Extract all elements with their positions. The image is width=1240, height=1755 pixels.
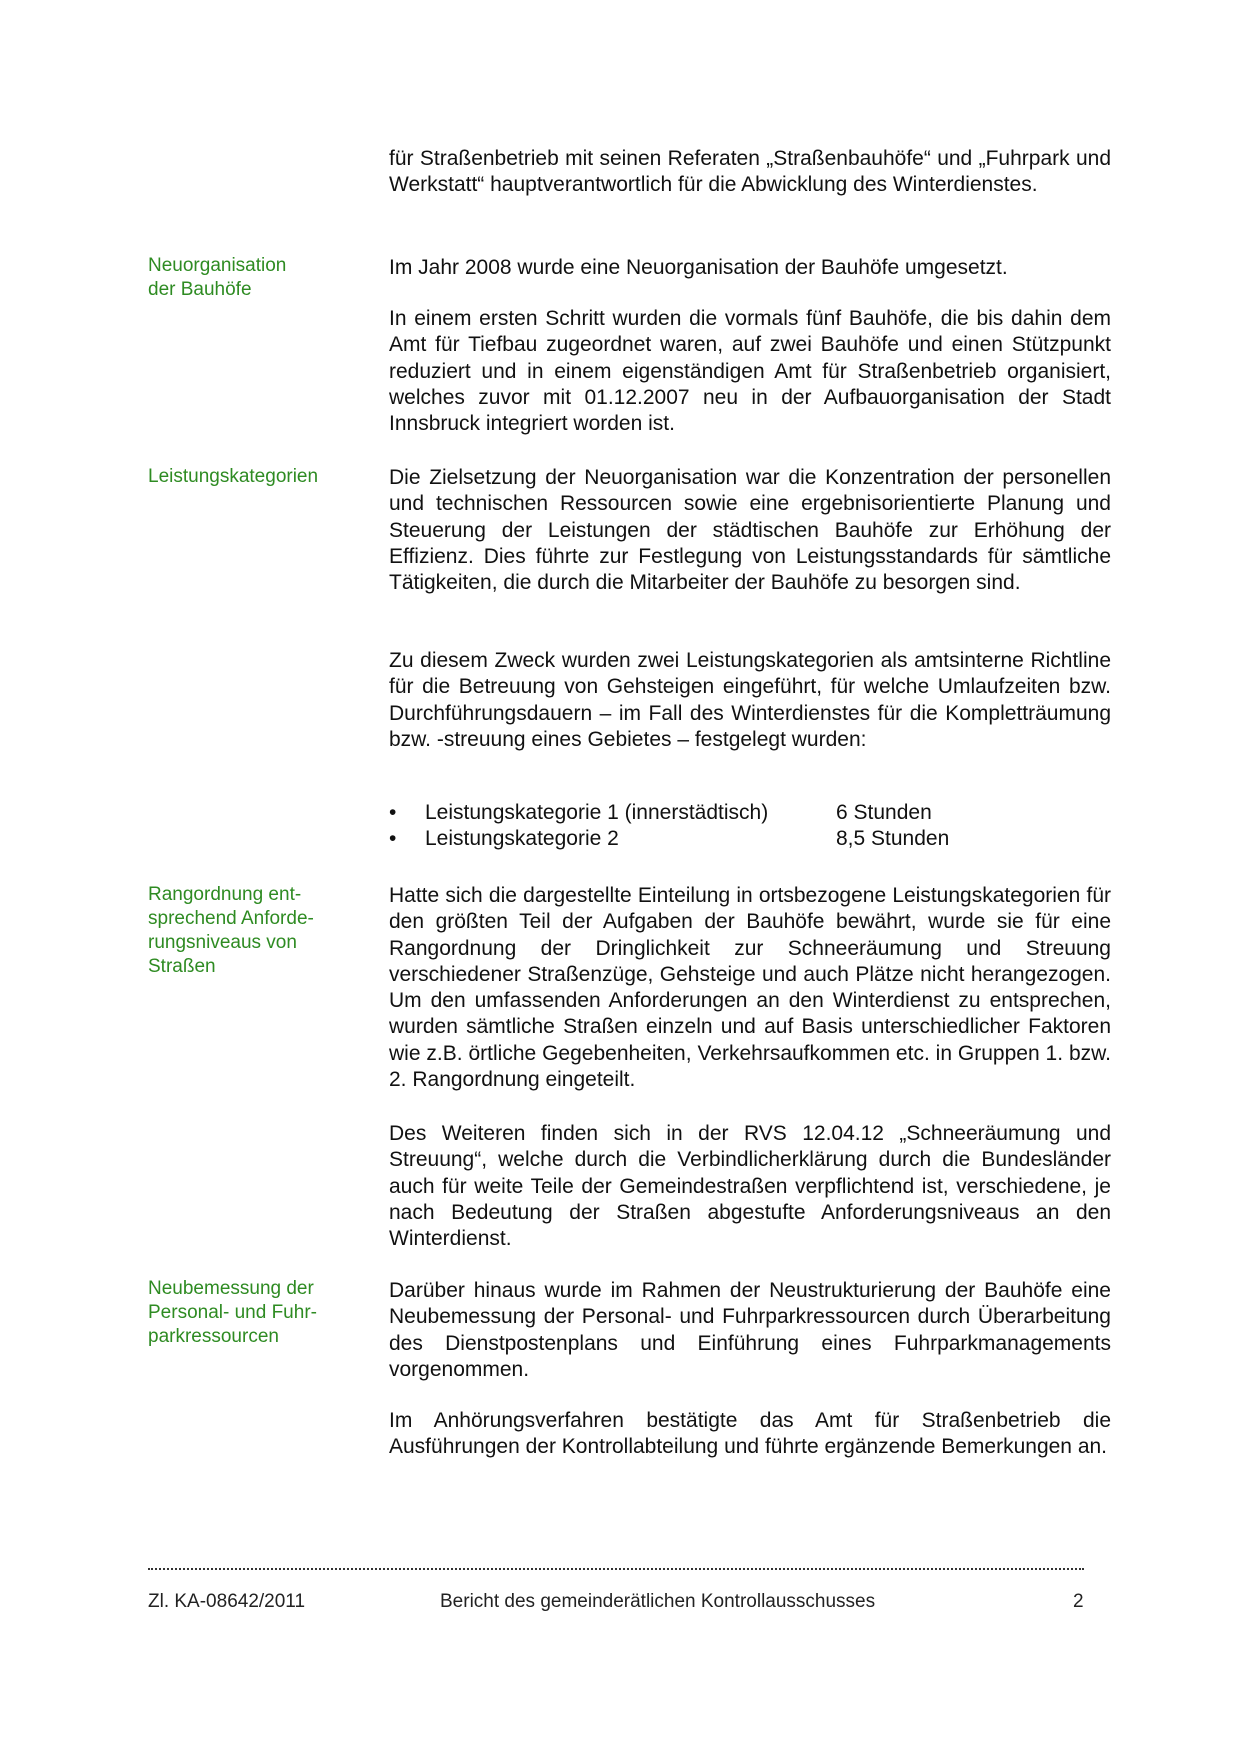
paragraph-zweck: Zu diesem Zweck wurden zwei Leistungskategorien als amtsinterne Richtline für die Betreuung von Gehsteigen eingeführt, für welche Umlaufzeiten bzw. Durchführungsdauern – im Fall des Winterdienstes für die Kompletträumung bzw. -streuung eines Gebietes – festgelegt wurden: <box>389 649 1111 751</box>
sidenote-neuorganisation: Neuorganisation der Bauhöfe <box>148 255 287 300</box>
sidenote-rangordnung: Rangordnung ent- sprechend Anforde- rungsniveaus von Straßen <box>148 884 314 977</box>
sidenote-neubemessung: Neubemessung der Personal- und Fuhr- parkressourcen <box>148 1278 317 1347</box>
paragraph-rvs: Des Weiteren finden sich in der RVS 12.04.12 „Schneeräumung und Streuung“, welche durch die Verbindlicherklärung durch die Bundesländer auch für weite Teile der Gemeindestraßen verpflichtend ist, verschiedene, je nach Bedeutung der Straßen abgestufte Anforderungsniveaus an den Winterdienst. <box>389 1122 1111 1251</box>
footer-divider <box>148 1568 1084 1570</box>
page-number: 2 <box>1073 1591 1084 1612</box>
paragraph-zielsetzung: Die Zielsetzung der Neuorganisation war die Konzentration der personellen und technischen Ressourcen sowie eine ergebnisorientierte Planung und Steuerung der Leistungen der städtischen Bauhöfe zur Erhöhung der Effizienz. Dies führte zur Festlegung von Leistungsstandards für sämtliche Tätigkeiten, die durch die Mitarbeiter der Bauhöfe zu besorgen sind. <box>389 466 1111 595</box>
bullet-value: 6 Stunden <box>836 801 932 824</box>
list-item <box>389 800 1111 826</box>
bullet-label: Leistungskategorie 2 <box>425 827 619 851</box>
footer-reference: Zl. KA-08642/2011 <box>148 1591 306 1612</box>
paragraph-anhoerung: Im Anhörungsverfahren bestätigte das Amt für Straßenbetrieb die Ausführungen der Kontrollabteilung und führte ergänzende Bemerkungen an. <box>389 1409 1111 1459</box>
footer-title: Bericht des gemeinderätlichen Kontrollausschusses <box>440 1591 876 1612</box>
bullet-list <box>389 800 1111 853</box>
paragraph-intro: für Straßenbetrieb mit seinen Referaten „Straßenbauhöfe“ und „Fuhrpark und Werkstatt“ hauptverantwortlich für die Abwicklung des Winterdienstes. <box>389 147 1111 197</box>
sidenote-leistungskategorien: Leistungskategorien <box>148 466 319 487</box>
paragraph-neubemessung: Darüber hinaus wurde im Rahmen der Neustrukturierung der Bauhöfe eine Neubemessung der Personal- und Fuhrparkressourcen durch Überarbeitung des Dienstpostenplans und Einführung eines Fuhrparkmanagements vorgenommen. <box>389 1279 1111 1381</box>
bullet-marker: • <box>389 827 397 851</box>
paragraph-erster-schritt: In einem ersten Schritt wurden die vormals fünf Bauhöfe, die bis dahin dem Amt für Tiefbau zugeordnet waren, auf zwei Bauhöfe und einen Stützpunkt reduziert und in einem eigenständigen Amt für Straßenbetrieb organisiert, welches zuvor mit 01.12.2007 neu in der Aufbauorganisation der Stadt Innsbruck integriert worden ist. <box>389 307 1111 436</box>
paragraph-rangordnung: Hatte sich die dargestellte Einteilung in ortsbezogene Leistungskategorien für den größten Teil der Aufgaben der Bauhöfe bewährt, wurde sie für eine Rangordnung der Dringlichkeit zur Schneeräumung und Streuung verschiedener Straßenzüge, Gehsteige und auch Plätze nicht herangezogen. Um den umfassenden Anforderungen an den Winterdienst zu entsprechen, wurden sämtliche Straßen einzeln und auf Basis unterschiedlicher Faktoren wie z.B. örtliche Gegebenheiten, Verkehrsaufkommen etc. in Gruppen 1. bzw. 2. Rangordnung eingeteilt. <box>389 884 1111 1092</box>
list-item <box>389 826 1111 852</box>
paragraph-neuorganisation: Im Jahr 2008 wurde eine Neuorganisation der Bauhöfe umgesetzt. <box>389 256 1008 279</box>
bullet-label: Leistungskategorie 1 (innerstädtisch) <box>425 801 769 824</box>
bullet-marker: • <box>389 801 397 824</box>
bullet-value: 8,5 Stunden <box>836 827 950 851</box>
